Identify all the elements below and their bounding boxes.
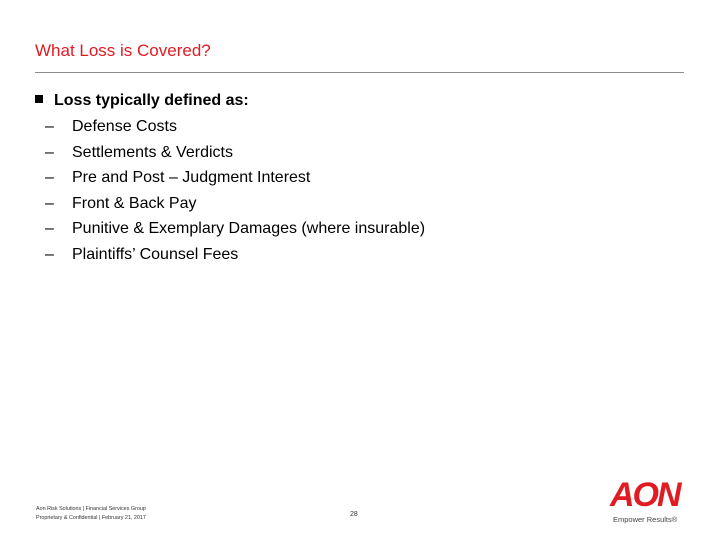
- footer-line-company: Aon Risk Solutions | Financial Services Group: [36, 506, 146, 512]
- sub-bullet-text: Settlements & Verdicts: [72, 143, 233, 161]
- footer-info: [36, 505, 146, 523]
- slide-title: What Loss is Covered?: [35, 41, 211, 60]
- square-bullet-icon: [35, 95, 43, 103]
- title-divider: [35, 72, 684, 73]
- main-bullet: [35, 92, 249, 110]
- dash-marker: –: [45, 194, 54, 212]
- sub-bullet-text: Plaintiffs’ Counsel Fees: [72, 245, 239, 263]
- dash-marker: –: [45, 245, 54, 263]
- dash-marker: –: [45, 143, 54, 161]
- sub-bullet: [45, 143, 425, 169]
- sub-bullet-text: Defense Costs: [72, 118, 177, 135]
- sub-bullet: [45, 194, 425, 220]
- sub-bullet-list: [45, 117, 425, 271]
- page-number: 28: [350, 511, 358, 518]
- main-bullet-text: Loss typically defined as:: [54, 92, 249, 109]
- sub-bullet: [45, 245, 425, 271]
- logo-wordmark: AON: [610, 476, 680, 514]
- sub-bullet-text: Front & Back Pay: [72, 194, 197, 212]
- footer-line-confidential: Proprietary & Confidential | February 21, 2017: [36, 515, 146, 521]
- dash-marker: –: [45, 118, 54, 135]
- sub-bullet: [45, 219, 425, 245]
- sub-bullet-text: Punitive & Exemplary Damages (where insurable): [72, 220, 426, 238]
- sub-bullet: [45, 117, 425, 143]
- sub-bullet-text: Pre and Post – Judgment Interest: [72, 169, 311, 187]
- dash-marker: –: [45, 220, 54, 238]
- dash-marker: –: [45, 169, 54, 187]
- logo-tagline: Empower Results®: [613, 515, 678, 524]
- aon-logo: [610, 478, 690, 526]
- sub-bullet: [45, 168, 425, 194]
